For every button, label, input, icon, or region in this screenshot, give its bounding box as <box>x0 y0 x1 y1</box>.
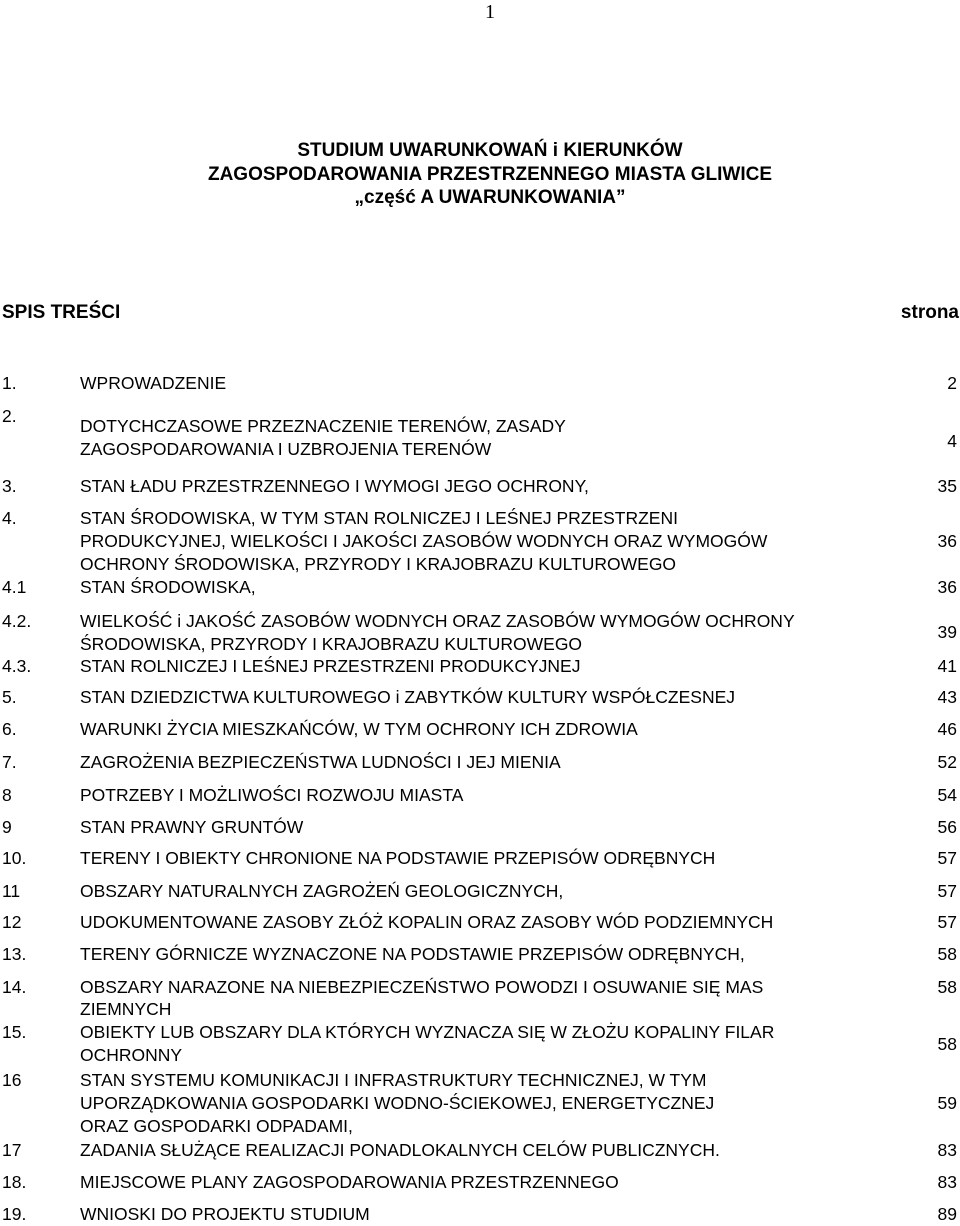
toc-heading: SPIS TREŚCI <box>2 302 121 323</box>
toc-entry-number: 4.1 <box>2 577 27 597</box>
toc-entry-page: 58 <box>937 977 957 997</box>
toc-entry-page: 4 <box>947 431 957 451</box>
toc-entry-number: 17 <box>2 1140 22 1160</box>
toc-entry-title: STAN ŁADU PRZESTRZENNEGO I WYMOGI JEGO OCHRONY, <box>80 476 589 496</box>
toc-entry-page: 36 <box>937 577 957 597</box>
toc-entry-page: 59 <box>937 1093 957 1113</box>
toc-entry-page: 89 <box>937 1204 957 1224</box>
toc-entry-title-continued: ZIEMNYCH <box>80 999 172 1019</box>
toc-entry-title: TERENY GÓRNICZE WYZNACZONE NA PODSTAWIE PRZEPISÓW ODRĘBNYCH, <box>80 944 745 964</box>
document-title-line-3: „część A UWARUNKOWANIA” <box>354 187 626 208</box>
toc-entry-number: 4.3. <box>2 656 32 676</box>
toc-entry-number: 11 <box>2 881 21 901</box>
toc-entry-title: OBIEKTY LUB OBSZARY DLA KTÓRYCH WYZNACZA SIĘ W ZŁOŻU KOPALINY FILAR <box>80 1022 775 1042</box>
toc-entry-page: 54 <box>937 785 957 805</box>
toc-entry-page: 56 <box>937 817 957 837</box>
toc-entry-number: 9 <box>2 817 12 837</box>
toc-entry-title: OBSZARY NARAZONE NA NIEBEZPIECZEŃSTWO POWODZI I OSUWANIE SIĘ MAS <box>80 977 764 997</box>
toc-entry-number: 1. <box>2 373 17 393</box>
toc-entry-title-continued: UPORZĄDKOWANIA GOSPODARKI WODNO-ŚCIEKOWEJ, ENERGETYCZNEJ <box>80 1093 715 1113</box>
toc-entry-page: 35 <box>937 476 957 496</box>
toc-entry-page: 36 <box>937 531 957 551</box>
toc-entry-number: 8 <box>2 785 12 805</box>
toc-entry-title-continued: ŚRODOWISKA, PRZYRODY I KRAJOBRAZU KULTUROWEGO <box>80 634 583 654</box>
toc-entry-number: 14. <box>2 977 27 997</box>
toc-entry-title-continued: ORAZ GOSPODARKI ODPADAMI, <box>80 1116 353 1136</box>
toc-entry-page: 83 <box>937 1172 957 1192</box>
toc-entry-title: STAN DZIEDZICTWA KULTUROWEGO i ZABYTKÓW KULTURY WSPÓŁCZESNEJ <box>80 687 736 707</box>
toc-entry-title: STAN ŚRODOWISKA, W TYM STAN ROLNICZEJ I LEŚNEJ PRZESTRZENI <box>80 508 678 528</box>
toc-entry-number: 15. <box>2 1022 27 1042</box>
toc-entry-title: ZADANIA SŁUŻĄCE REALIZACJI PONADLOKALNYCH CELÓW PUBLICZNYCH. <box>80 1140 720 1160</box>
toc-entry-number: 4. <box>2 508 17 528</box>
toc-entry-number: 13. <box>2 944 27 964</box>
toc-entry-page: 57 <box>937 881 957 901</box>
toc-entry-title: WNIOSKI DO PROJEKTU STUDIUM <box>80 1204 370 1224</box>
toc-entry-page: 46 <box>937 719 957 739</box>
toc-entry-title: UDOKUMENTOWANE ZASOBY ZŁÓŻ KOPALIN ORAZ ZASOBY WÓD PODZIEMNYCH <box>80 912 774 932</box>
toc-entry-title: MIEJSCOWE PLANY ZAGOSPODAROWANIA PRZESTRZENNEGO <box>80 1172 619 1192</box>
toc-entry-title: STAN PRAWNY GRUNTÓW <box>80 817 304 837</box>
toc-entry-page: 52 <box>937 752 957 772</box>
toc-entry-number: 3. <box>2 476 17 496</box>
toc-page-column-label: strona <box>900 302 959 323</box>
toc-entry-number: 6. <box>2 719 17 739</box>
toc-entry-number: 18. <box>2 1172 27 1192</box>
toc-entry-title: STAN SYSTEMU KOMUNIKACJI I INFRASTRUKTURY TECHNICZNEJ, W TYM <box>80 1070 707 1090</box>
toc-entry-page: 83 <box>937 1140 957 1160</box>
toc-entry-title-continued: PRODUKCYJNEJ, WIELKOŚCI I JAKOŚCI ZASOBÓW WODNYCH ORAZ WYMOGÓW <box>80 531 768 551</box>
toc-entry-title: WIELKOŚĆ i JAKOŚĆ ZASOBÓW WODNYCH ORAZ ZASOBÓW WYMOGÓW OCHRONY <box>80 611 795 631</box>
page-number: 1 <box>485 1 495 23</box>
toc-entry-number: 10. <box>2 848 27 868</box>
toc-entry-title-continued: OCHRONNY <box>80 1045 183 1065</box>
toc-entry-title-continued: ZAGOSPODAROWANIA I UZBROJENIA TERENÓW <box>80 439 492 459</box>
toc-entry-title: ZAGROŻENIA BEZPIECZEŃSTWA LUDNOŚCI I JEJ MIENIA <box>80 752 561 772</box>
toc-entry-page: 57 <box>937 912 957 932</box>
toc-entry-number: 7. <box>2 752 17 772</box>
toc-entry-title: DOTYCHCZASOWE PRZEZNACZENIE TERENÓW, ZASADY <box>80 416 566 436</box>
toc-entry-page: 43 <box>937 687 957 707</box>
toc-entry-number: 2. <box>2 406 17 426</box>
toc-entry-title: TERENY I OBIEKTY CHRONIONE NA PODSTAWIE PRZEPISÓW ODRĘBNYCH <box>80 848 716 868</box>
toc-entry-number: 4.2. <box>2 611 32 631</box>
toc-entry-page: 39 <box>937 622 957 642</box>
toc-entry-title: STAN ROLNICZEJ I LEŚNEJ PRZESTRZENI PRODUKCYJNEJ <box>80 656 581 676</box>
toc-entry-page: 57 <box>937 848 957 868</box>
toc-entry-page: 58 <box>937 944 957 964</box>
toc-entry-page: 58 <box>937 1034 957 1054</box>
toc-entry-title: WARUNKI ŻYCIA MIESZKAŃCÓW, W TYM OCHRONY ICH ZDROWIA <box>80 719 638 739</box>
toc-entry-number: 12 <box>2 912 22 932</box>
toc-entry-number: 5. <box>2 687 17 707</box>
toc-entry-title: STAN ŚRODOWISKA, <box>80 577 256 597</box>
toc-entry-page: 41 <box>937 656 957 676</box>
toc-entry-number: 16 <box>2 1070 22 1090</box>
toc-entry-title: OBSZARY NATURALNYCH ZAGROŻEŃ GEOLOGICZNYCH, <box>80 881 564 901</box>
toc-entry-page: 2 <box>947 373 957 393</box>
toc-entry-title: WPROWADZENIE <box>80 373 227 393</box>
document-title-line-2: ZAGOSPODAROWANIA PRZESTRZENNEGO MIASTA GLIWICE <box>207 164 773 185</box>
toc-entry-number: 19. <box>2 1204 27 1224</box>
toc-entry-title: POTRZEBY I MOŻLIWOŚCI ROZWOJU MIASTA <box>80 785 464 805</box>
document-title-line-1: STUDIUM UWARUNKOWAŃ i KIERUNKÓW <box>297 140 683 161</box>
toc-entry-title-continued: OCHRONY ŚRODOWISKA, PRZYRODY I KRAJOBRAZU KULTUROWEGO <box>80 554 677 574</box>
